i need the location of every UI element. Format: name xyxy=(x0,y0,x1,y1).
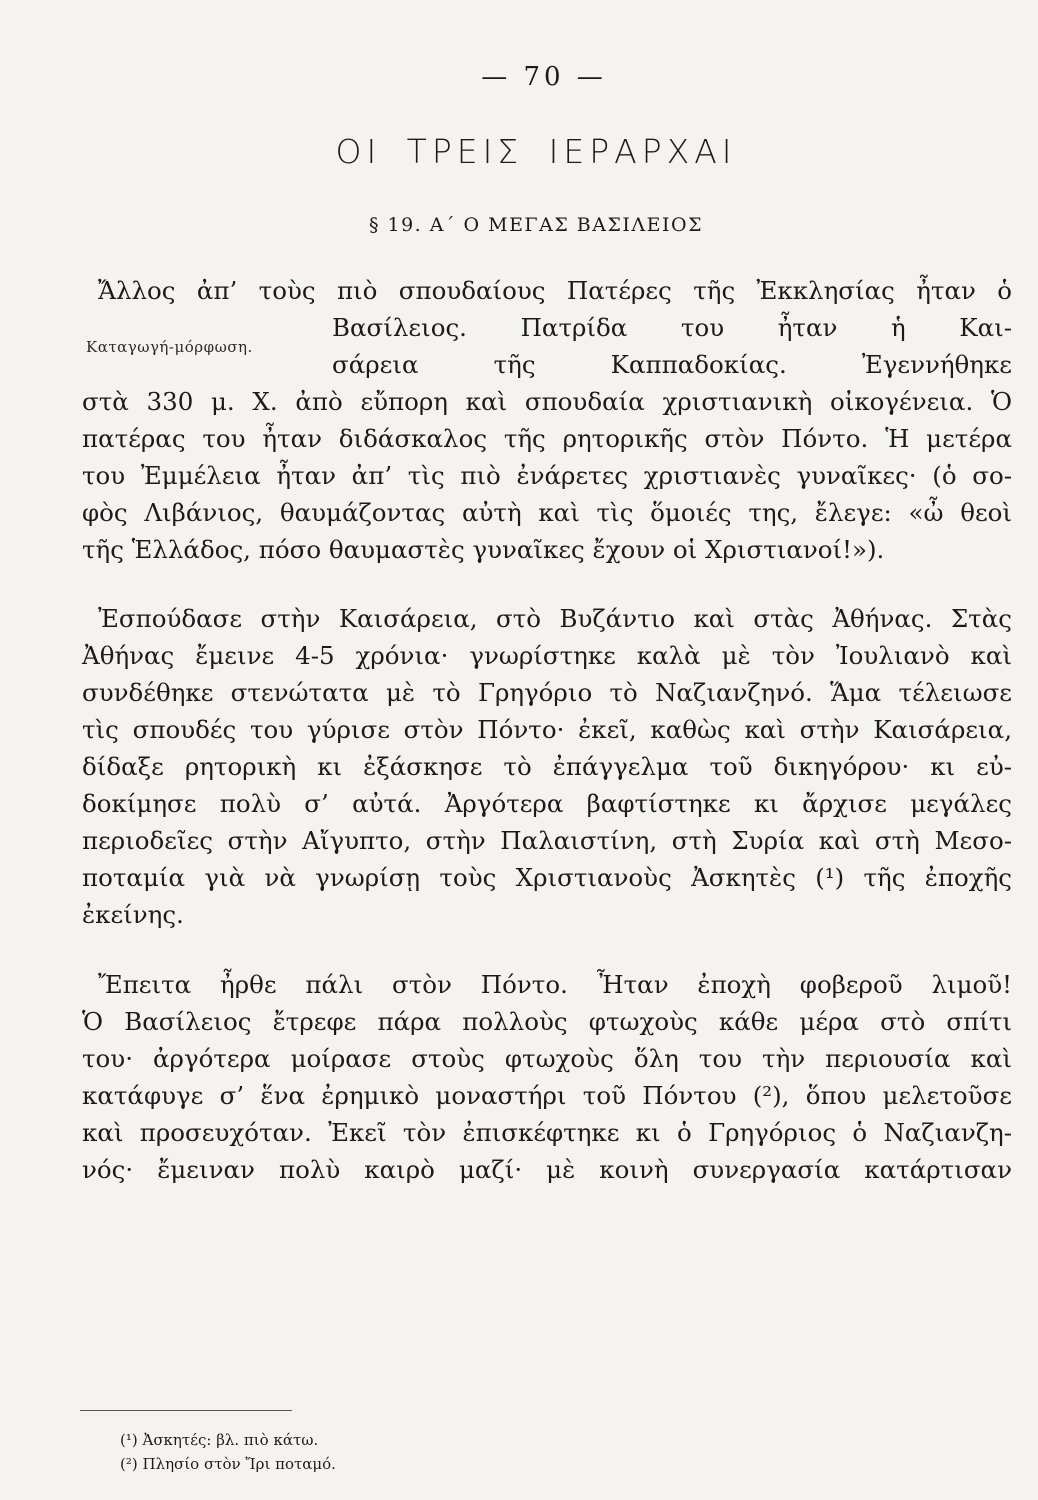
text-line: τὶς σπουδές του γύρισε στὸν Πόντο· ἐκεῖ, καθὼς καὶ στὴν Καισάρεια, xyxy=(82,715,1012,744)
text-line: φὸς Λιβάνιος, θαυμάζοντας αὐτὴ καὶ τὶς ὅμοιές της, ἔλεγε: «ὦ θεοὶ xyxy=(82,498,1012,527)
text-line: Ἔπειτα ἦρθε πάλι στὸν Πόντο. Ἦταν ἐποχὴ φοβεροῦ λιμοῦ! xyxy=(98,970,1012,999)
paragraph-3 xyxy=(82,966,1012,1188)
text-line: σάρεια τῆς Καππαδοκίας. Ἐγεννήθηκε xyxy=(332,350,1012,379)
text-line: Ὁ Βασίλειος ἔτρεφε πάρα πολλοὺς φτωχοὺς κάθε μέρα στὸ σπίτι xyxy=(82,1007,1012,1036)
text-line: Ἀθήνας ἔμεινε 4-5 χρόνια· γνωρίστηκε καλὰ μὲ τὸν Ἰουλιανὸ καὶ xyxy=(82,641,1012,670)
text-line: περιοδεῖες στὴν Αἴγυπτο, στὴν Παλαιστίνη, στὴ Συρία καὶ στὴ Μεσο- xyxy=(82,826,1012,855)
text-line: Ἐσπούδασε στὴν Καισάρεια, στὸ Βυζάντιο καὶ στὰς Ἀθήνας. Στὰς xyxy=(98,604,1012,633)
text-line: πατέρας του ἦταν διδάσκαλος τῆς ρητορικῆς στὸν Πόντο. Ἡ μετέρα xyxy=(82,424,1012,453)
text-line: κατάφυγε σ’ ἕνα ἐρημικὸ μοναστήρι τοῦ Πόντου (²), ὅπου μελετοῦσε xyxy=(82,1081,1012,1110)
page-number: — 70 — xyxy=(481,62,607,92)
margin-note: Καταγωγή-μόρφωση. xyxy=(86,338,253,356)
text-line: Βασίλειος. Πατρίδα του ἦταν ἡ Και- xyxy=(332,313,1012,342)
text-line: δοκίμησε πολὺ σ’ αὐτά. Ἀργότερα βαφτίστηκε κι ἄρχισε μεγάλες xyxy=(82,789,1012,818)
paragraph-1 xyxy=(82,272,1012,568)
text-line: καὶ προσευχόταν. Ἐκεῖ τὸν ἐπισκέφτηκε κι ὁ Γρηγόριος ὁ Ναζιανζη- xyxy=(82,1118,1012,1147)
text-line: τῆς Ἑλλάδος, πόσο θαυμαστὲς γυναῖκες ἔχουν οἱ Χριστιανοί!»). xyxy=(82,535,885,564)
text-line: ἐκείνης. xyxy=(82,900,184,929)
text-line: συνδέθηκε στενώτατα μὲ τὸ Γρηγόριο τὸ Ναζιανζηνό. Ἅμα τέλειωσε xyxy=(82,678,1012,707)
text-line: νός· ἔμειναν πολὺ καιρὸ μαζί· μὲ κοινὴ συνεργασία κατάρτισαν xyxy=(82,1155,1012,1184)
text-line: του Ἐμμέλεια ἦταν ἀπ’ τὶς πιὸ ἐνάρετες χριστιανὲς γυναῖκες· (ὁ σο- xyxy=(82,461,1012,490)
text-line: Ἄλλος ἀπ’ τοὺς πιὸ σπουδαίους Πατέρες τῆς Ἐκκλησίας ἦταν ὁ xyxy=(98,276,1012,305)
footnote-1: (¹) Ἀσκητές: βλ. πιὸ κάτω. xyxy=(120,1431,319,1449)
footnote-2: (²) Πλησίο στὸν Ἴρι ποταμό. xyxy=(120,1455,336,1473)
text-line: ποταμία γιὰ νὰ γνωρίσῃ τοὺς Χριστιανοὺς Ἀσκητὲς (¹) τῆς ἐποχῆς xyxy=(82,863,1012,892)
text-line: στὰ 330 μ. Χ. ἀπὸ εὔπορη καὶ σπουδαία χριστιανικὴ οἰκογένεια. Ὁ xyxy=(82,387,1012,416)
footnotes xyxy=(120,1428,336,1476)
footnote-divider xyxy=(80,1410,292,1411)
text-line: δίδαξε ρητορικὴ κι ἐξάσκησε τὸ ἐπάγγελμα τοῦ δικηγόρου· κι εὐ- xyxy=(82,752,1012,781)
chapter-title: ΟΙ ΤΡΕΙΣ ΙΕΡΑΡΧΑΙ xyxy=(335,132,737,171)
paragraph-2 xyxy=(82,600,1012,933)
section-heading: § 19. Α΄ Ο ΜΕΓΑΣ ΒΑΣΙΛΕΙΟΣ xyxy=(368,214,704,236)
text-line: του· ἀργότερα μοίρασε στοὺς φτωχοὺς ὅλη του τὴν περιουσία καὶ xyxy=(82,1044,1012,1073)
